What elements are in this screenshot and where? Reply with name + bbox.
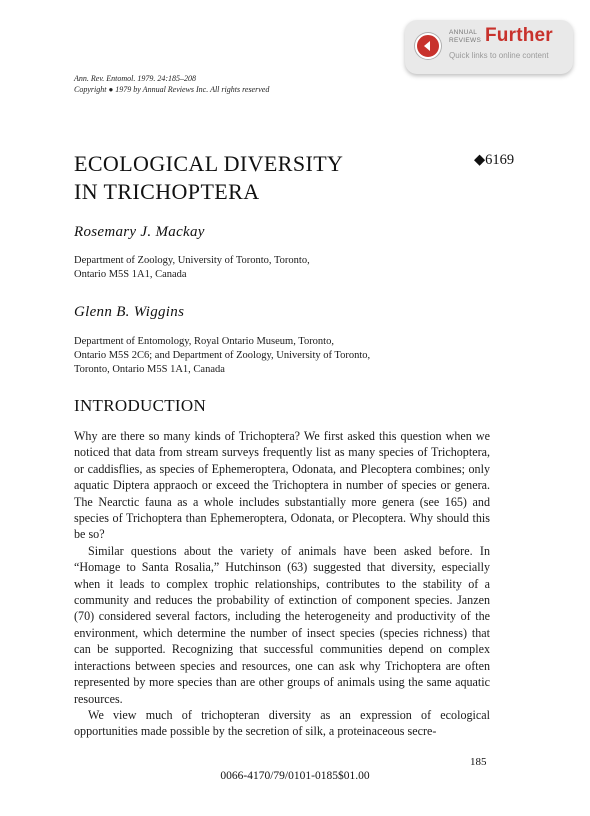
paragraph: Similar questions about the variety of animals have been asked before. In “Homage to Santa Rosalia,” Hutchinson (63) suggested that diversity, especially when it leads to complex trophic relationships, contributes to the stability of a community and reduces the probability of extinction of component species. Janzen (70) considered several factors, including the heterogeneity and productivity of the environment, which determine the number of insect species (species richness) that can be supported. Recognizing that successful communities depend on complex interactions between species and resources, one can ask why Trichoptera are often represented by more species than are other groups of animals using the same aquatic resources. (74, 543, 490, 706)
paragraph: Why are there so many kinds of Trichoptera? We first asked this question when we noticed that data from stream surveys frequently list as many species of Trichoptera, or caddisflies, as species of Ephemeroptera, Odonata, and Plecoptera combines; only aquatic Diptera appraoch or exceed the Trichoptera in number of species or genera. The Nearctic fauna as a whole includes substantially more genera (see 165) and species of Trichoptera than Ephemeroptera, Odonata, or Plecoptera. Why should this be so? (74, 429, 490, 542)
affiliation-line: Department of Zoology, University of Toronto, Toronto, (74, 255, 310, 266)
journal-reference (74, 73, 269, 95)
badge-subtitle: Quick links to online content (449, 51, 549, 60)
section-heading: INTRODUCTION (74, 396, 207, 415)
article-code: ◆6169 (474, 152, 515, 168)
affiliation-line: Toronto, Ontario M5S 1A1, Canada (74, 364, 225, 375)
journal-copyright: Copyright ● 1979 by Annual Reviews Inc. All rights reserved (74, 85, 270, 94)
article-title-line-2: IN TRICHOPTERA (74, 179, 260, 204)
footer-code: 0066-4170/79/0101-0185$01.00 (220, 770, 370, 782)
badge-brand (449, 29, 489, 44)
badge-further-label: Further (485, 25, 553, 46)
journal-citation: Ann. Rev. Entomol. 1979. 24:185–208 (74, 74, 197, 83)
affiliation-line: Department of Entomology, Royal Ontario Museum, Toronto, (74, 336, 334, 347)
affiliation-line: Ontario M5S 2C6; and Department of Zoology, University of Toronto, (74, 350, 371, 361)
author-name-1: Rosemary J. Mackay (74, 224, 205, 240)
author-name-2: Glenn B. Wiggins (74, 304, 185, 320)
author-affiliation-2 (74, 335, 494, 377)
badge-brand-line-1: ANNUAL (449, 29, 478, 36)
paragraph: We view much of trichopteran diversity as an expression of ecological opportunities made possible by the secretion of silk, a proteinaceous secre- (74, 707, 490, 739)
arrow-left-icon (415, 33, 441, 59)
author-affiliation-1 (74, 254, 494, 282)
affiliation-line: Ontario M5S 1A1, Canada (74, 269, 187, 280)
article-title (74, 150, 414, 206)
annual-reviews-further-badge[interactable] (405, 20, 573, 74)
article-title-line-1: ECOLOGICAL DIVERSITY (74, 151, 344, 176)
page-number: 185 (470, 756, 487, 768)
body-text (74, 428, 490, 740)
badge-brand-line-2: REVIEWS (449, 36, 482, 44)
